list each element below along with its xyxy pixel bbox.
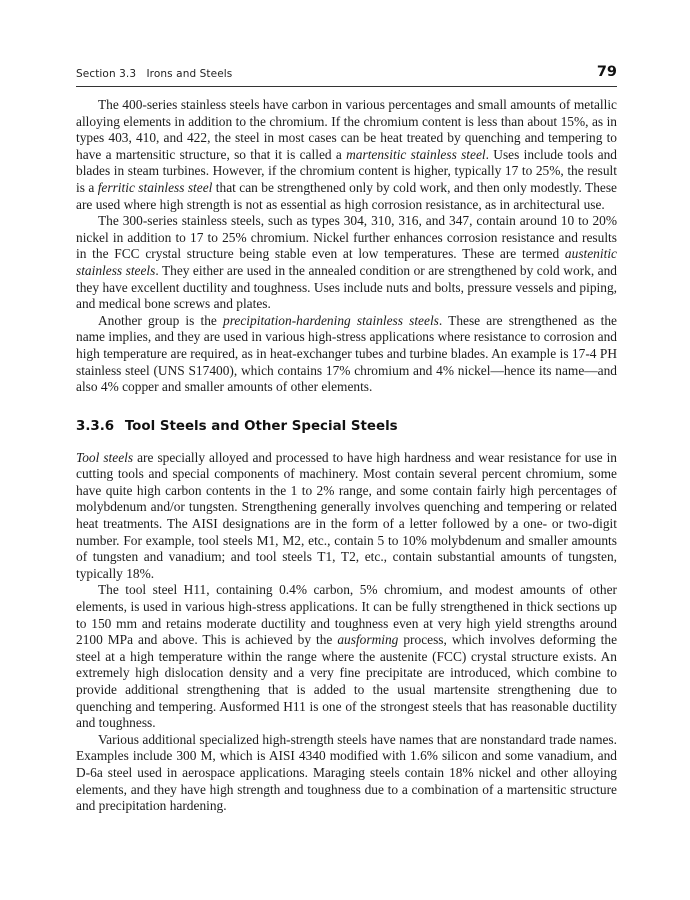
text-run: process, which involves deforming the steel at a high temperature within the range where the austenite (FCC) crystal structure exists. An extremely high dislocation density and a very fine precipitate are introduced, which combine to provide additional strengthening that is added to the usual martensite strengthening due to quenching and tempering. Ausformed H11 is one of the strongest steels that has reasonable ductility and toughness. <box>76 632 618 731</box>
text-run: Various additional specialized high-strength steels have names that are nonstandard trade names. Examples include 300 M, which is AISI 4340 modified with 1.6% silicon and some vanadium, and D-6a steel used in aerospace applications. Maraging steels contain 18% nickel and other alloying elements, and they have high strength and toughness due to a combination of a martensitic structure and precipitation hardening. <box>76 731 617 814</box>
section-heading <box>76 418 617 436</box>
text-run: . Uses include tools and blades in steam turbines. However, if the chromium content is higher, typically 17 to 25%, the result is a <box>76 146 617 195</box>
section-number: Section 3.3 <box>76 68 137 80</box>
term-precipitation-hardening: precipitation-hardening stainless steels <box>223 312 439 328</box>
text-run: . They either are used in the annealed condition or are strengthened by cold work, and they have excellent ductility and toughness. Uses include nuts and bolts, pressure vessels and piping, and medical bone screws and plates. <box>76 262 617 312</box>
section-heading-title: Tool Steels and Other Special Steels <box>124 418 398 434</box>
running-head-section <box>76 68 232 80</box>
text-run: are specially alloyed and processed to have high hardness and wear resistance for use in cutting tools and special components of machinery. Most contain several percent chromium, some have quite high carbon contents in the 1 to 2% range, and some contain fairly high percentages of molybdenum and/or tungsten. Strengthening generally involves quenching and tempering or related heat treatments. The AISI designations are in the form of a letter followed by a one- or two-digit number. For example, tool steels M1, M2, etc., contain 5 to 10% molybdenum and smaller amounts of tungsten and vanadium; and tool steels T1, T2, etc., contain substantial amounts of tungsten, typically 18%. <box>76 449 617 581</box>
paragraph-austenitic <box>76 213 617 313</box>
term-austenitic-stainless-steels: austenitic stainless steels <box>76 246 617 278</box>
page-number: 79 <box>596 64 617 80</box>
text-run: The tool steel H11, containing 0.4% carbon, 5% chromium, and modest amounts of other elements, is used in various high-stress applications. It can be fully strengthened in thick sections up to 150 mm and retains moderate ductility and toughness even at very high yield strengths around 2100 MPa and above. This is achieved by the <box>76 582 617 648</box>
term-ferritic-stainless-steel: ferritic stainless steel <box>97 179 213 195</box>
text-run: Another group is the <box>98 312 224 328</box>
running-header <box>76 64 617 84</box>
paragraph-tool-steels <box>76 450 617 583</box>
text-run: that can be strengthened only by cold work, and then only modestly. These are used where high strength is not as essential as high corrosion resistance, as in architectural use. <box>76 179 617 212</box>
term-tool-steels: Tool steels <box>76 449 134 465</box>
paragraph-h11-ausforming <box>76 582 617 731</box>
term-ausforming: ausforming <box>337 632 399 648</box>
section-title: Irons and Steels <box>146 68 233 80</box>
paragraph-martensitic-ferritic <box>76 97 617 213</box>
section-heading-number: 3.3.6 <box>76 418 115 434</box>
paragraph-precipitation-hardening <box>76 313 617 396</box>
term-martensitic-stainless-steel: martensitic stainless steel <box>346 146 486 162</box>
header-rule <box>76 86 617 87</box>
text-run: The 400-series stainless steels have carbon in various percentages and small amounts of metallic alloying elements in addition to the chromium. If the chromium content is less than about 15%, as in types 403, 410, and 422, the steel in most cases can be heat treated by quenching and tempering to have a martensitic structure, so that it is called a <box>76 97 617 162</box>
body-text <box>76 97 617 815</box>
paragraph-special-steels <box>76 732 617 815</box>
text-run: The 300-series stainless steels, such as types 304, 310, 316, and 347, contain around 10 to 20% nickel in addition to 17 to 25% chromium. Nickel further enhances corrosion resistance and results in the FCC crystal structure being stable even at low temperatures. These are termed <box>76 213 617 262</box>
text-run: . These are strengthened as the name implies, and they are used in various high-stress applications where resistance to corrosion and high temperature are required, as in heat-exchanger tubes and turbine blades. An example is 17-4 PH stainless steel (UNS S17400), which contains 17% chromium and 4% nickel—hence its name—and also 4% copper and smaller amounts of other elements. <box>76 312 617 395</box>
